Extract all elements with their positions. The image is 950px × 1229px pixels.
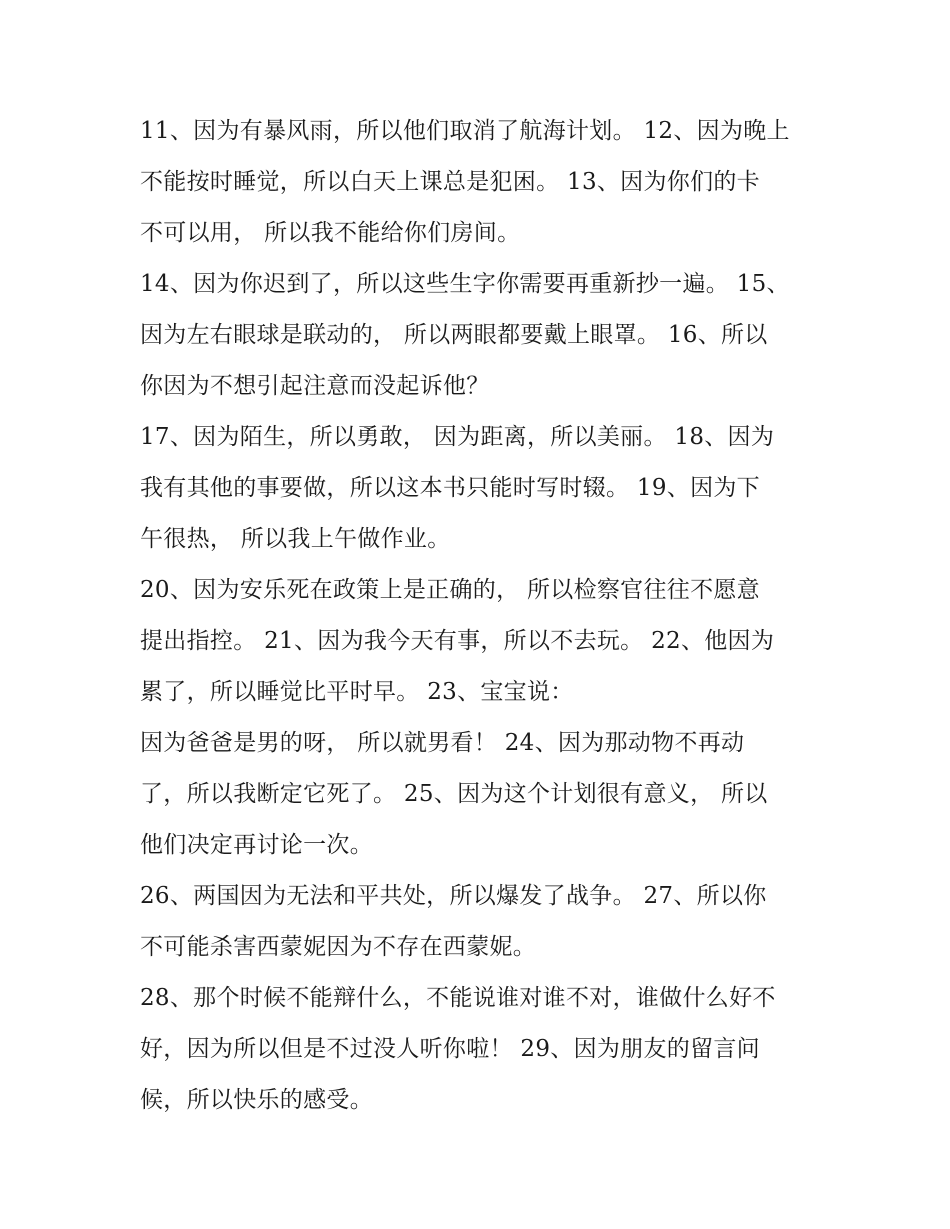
text-line: 14、因为你迟到了，所以这些生字你需要再重新抄一遍。 15、 bbox=[140, 271, 790, 297]
text-line: 不可以用， 所以我不能给你们房间。 bbox=[140, 220, 521, 246]
text-line: 好，因为所以但是不过没人听你啦！ 29、因为朋友的留言问 bbox=[140, 1036, 760, 1062]
text-line: 11、因为有暴风雨，所以他们取消了航海计划。 12、因为晚上 bbox=[140, 118, 790, 144]
text-line: 你因为不想引起注意而没起诉他？ bbox=[140, 373, 490, 399]
text-line: 17、因为陌生，所以勇敢， 因为距离，所以美丽。 18、因为 bbox=[140, 424, 775, 450]
text-line: 26、两国因为无法和平共处，所以爆发了战争。 27、所以你 bbox=[140, 883, 767, 909]
text-body bbox=[140, 106, 830, 1126]
text-line: 了，所以我断定它死了。 25、因为这个计划很有意义， 所以 bbox=[140, 781, 768, 807]
text-line: 因为爸爸是男的呀， 所以就男看！ 24、因为那动物不再动 bbox=[140, 730, 745, 756]
text-line: 我有其他的事要做，所以这本书只能时写时辍。 19、因为下 bbox=[140, 475, 760, 501]
text-line: 候，所以快乐的感受。 bbox=[140, 1087, 373, 1113]
text-line: 累了，所以睡觉比平时早。 23、宝宝说： bbox=[140, 679, 574, 705]
text-line: 因为左右眼球是联动的， 所以两眼都要戴上眼罩。 16、所以 bbox=[140, 322, 768, 348]
text-line: 不能按时睡觉，所以白天上课总是犯困。 13、因为你们的卡 bbox=[140, 169, 760, 195]
text-line: 他们决定再讨论一次。 bbox=[140, 832, 373, 858]
text-line: 午很热， 所以我上午做作业。 bbox=[140, 526, 451, 552]
text-line: 提出指控。 21、因为我今天有事，所以不去玩。 22、他因为 bbox=[140, 628, 775, 654]
text-line: 28、那个时候不能辩什么，不能说谁对谁不对，谁做什么好不 bbox=[140, 985, 776, 1011]
text-line: 20、因为安乐死在政策上是正确的， 所以检察官往往不愿意 bbox=[140, 577, 760, 603]
text-line: 不可能杀害西蒙妮因为不存在西蒙妮。 bbox=[140, 934, 537, 960]
